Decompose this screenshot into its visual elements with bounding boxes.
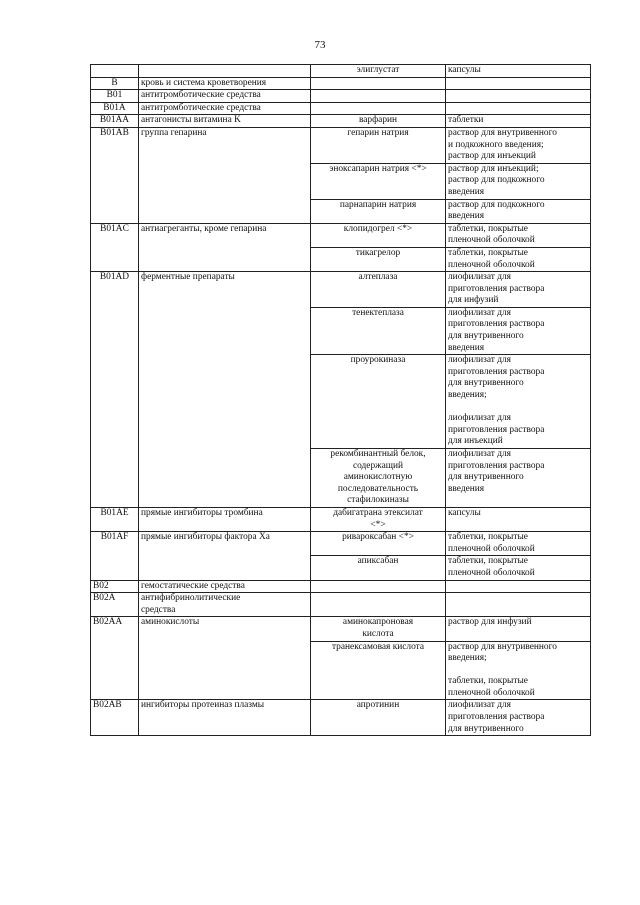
group-name-cell: прямые ингибиторы тромбина (139, 507, 311, 531)
drug-name-cell: варфарин (311, 115, 446, 128)
dosage-form-cell: капсулы (446, 65, 591, 78)
group-name-cell: группа гепарина (139, 127, 311, 223)
dosage-form-cell (446, 90, 591, 103)
table-row (91, 77, 591, 90)
dosage-form-cell: раствор для инъекций; раствор для подкожного введения (446, 163, 591, 199)
drug-name-cell: тикагрелор (311, 247, 446, 271)
table-row (91, 580, 591, 593)
drug-name-cell: рекомбинантный белок, содержащий аминокислотную последовательность стафилокиназы (311, 449, 446, 508)
drug-name-cell: апротинин (311, 700, 446, 736)
table-row (91, 223, 591, 247)
table-row (91, 115, 591, 128)
drug-name-cell (311, 90, 446, 103)
dosage-form-cell (446, 580, 591, 593)
dosage-form-cell: лиофилизат для приготовления раствора для внутривенного (446, 700, 591, 736)
atc-code-cell: B01AF (91, 532, 139, 580)
drug-name-cell (311, 580, 446, 593)
drug-name-cell: парнапарин натрия (311, 199, 446, 223)
atc-code-cell: B (91, 77, 139, 90)
group-name-cell: кровь и система кроветворения (139, 77, 311, 90)
drug-name-cell (311, 102, 446, 115)
drug-name-cell: гепарин натрия (311, 127, 446, 163)
dosage-form-cell: лиофилизат для приготовления раствора для инфузий (446, 272, 591, 308)
drug-name-cell (311, 77, 446, 90)
drug-name-cell: проурокиназа (311, 355, 446, 449)
dosage-form-cell (446, 593, 591, 617)
dosage-form-cell: лиофилизат для приготовления раствора для внутривенного введения; лиофилизат для приготовления раствора для инъекций (446, 355, 591, 449)
table-row (91, 593, 591, 617)
table-row (91, 507, 591, 531)
atc-code-cell: B02A (91, 593, 139, 617)
table-row (91, 102, 591, 115)
group-name-cell: антитромботические средства (139, 90, 311, 103)
drug-name-cell: тенектеплаза (311, 307, 446, 354)
atc-code-cell: B01AD (91, 272, 139, 508)
dosage-form-cell (446, 77, 591, 90)
group-name-cell: гемостатические средства (139, 580, 311, 593)
atc-code-cell: B01AA (91, 115, 139, 128)
group-name-cell: антагонисты витамина K (139, 115, 311, 128)
group-name-cell: ингибиторы протеиназ плазмы (139, 700, 311, 736)
atc-code-cell: B01AB (91, 127, 139, 223)
dosage-form-cell: раствор для подкожного введения (446, 199, 591, 223)
atc-code-cell: B02AB (91, 700, 139, 736)
page-number: 73 (314, 39, 326, 51)
drug-name-cell: дабигатрана этексилат <*> (311, 507, 446, 531)
dosage-form-cell (446, 102, 591, 115)
dosage-form-cell: лиофилизат для приготовления раствора для внутривенного введения (446, 449, 591, 508)
dosage-form-cell: капсулы (446, 507, 591, 531)
dosage-form-cell: раствор для внутривенного и подкожного введения; раствор для инъекций (446, 127, 591, 163)
atc-code-cell: B01AE (91, 507, 139, 531)
group-name-cell: прямые ингибиторы фактора Xa (139, 532, 311, 580)
dosage-form-cell: таблетки (446, 115, 591, 128)
atc-code-cell: B01A (91, 102, 139, 115)
atc-code-cell: B02AA (91, 617, 139, 700)
drug-name-cell: элиглустат (311, 65, 446, 78)
table-row (91, 272, 591, 308)
table-row (91, 127, 591, 163)
drug-name-cell (311, 593, 446, 617)
drug-name-cell: клопидогрел <*> (311, 223, 446, 247)
group-name-cell (139, 65, 311, 78)
atc-code-cell: B01 (91, 90, 139, 103)
drug-name-cell: апиксабан (311, 556, 446, 580)
group-name-cell: аминокислоты (139, 617, 311, 700)
dosage-form-cell: лиофилизат для приготовления раствора для внутривенного введения (446, 307, 591, 354)
dosage-form-cell: таблетки, покрытые пленочной оболочкой (446, 223, 591, 247)
drug-classification-table (90, 64, 591, 736)
dosage-form-cell: раствор для внутривенного введения; таблетки, покрытые пленочной оболочкой (446, 641, 591, 700)
drug-name-cell: ривароксабан <*> (311, 532, 446, 556)
group-name-cell: антитромботические средства (139, 102, 311, 115)
drug-name-cell: аминокапроновая кислота (311, 617, 446, 641)
dosage-form-cell: таблетки, покрытые пленочной оболочкой (446, 247, 591, 271)
atc-code-cell: B01AC (91, 223, 139, 271)
table-row (91, 617, 591, 641)
atc-code-cell: B02 (91, 580, 139, 593)
dosage-form-cell: таблетки, покрытые пленочной оболочкой (446, 532, 591, 556)
dosage-form-cell: таблетки, покрытые пленочной оболочкой (446, 556, 591, 580)
group-name-cell: антиагреганты, кроме гепарина (139, 223, 311, 271)
table-row (91, 700, 591, 736)
group-name-cell: ферментные препараты (139, 272, 311, 508)
drug-name-cell: транексамовая кислота (311, 641, 446, 700)
table-row (91, 532, 591, 556)
table-row (91, 65, 591, 78)
drug-name-cell: эноксапарин натрия <*> (311, 163, 446, 199)
dosage-form-cell: раствор для инфузий (446, 617, 591, 641)
drug-name-cell: алтеплаза (311, 272, 446, 308)
table-row (91, 90, 591, 103)
atc-code-cell (91, 65, 139, 78)
group-name-cell: антифибринолитические средства (139, 593, 311, 617)
